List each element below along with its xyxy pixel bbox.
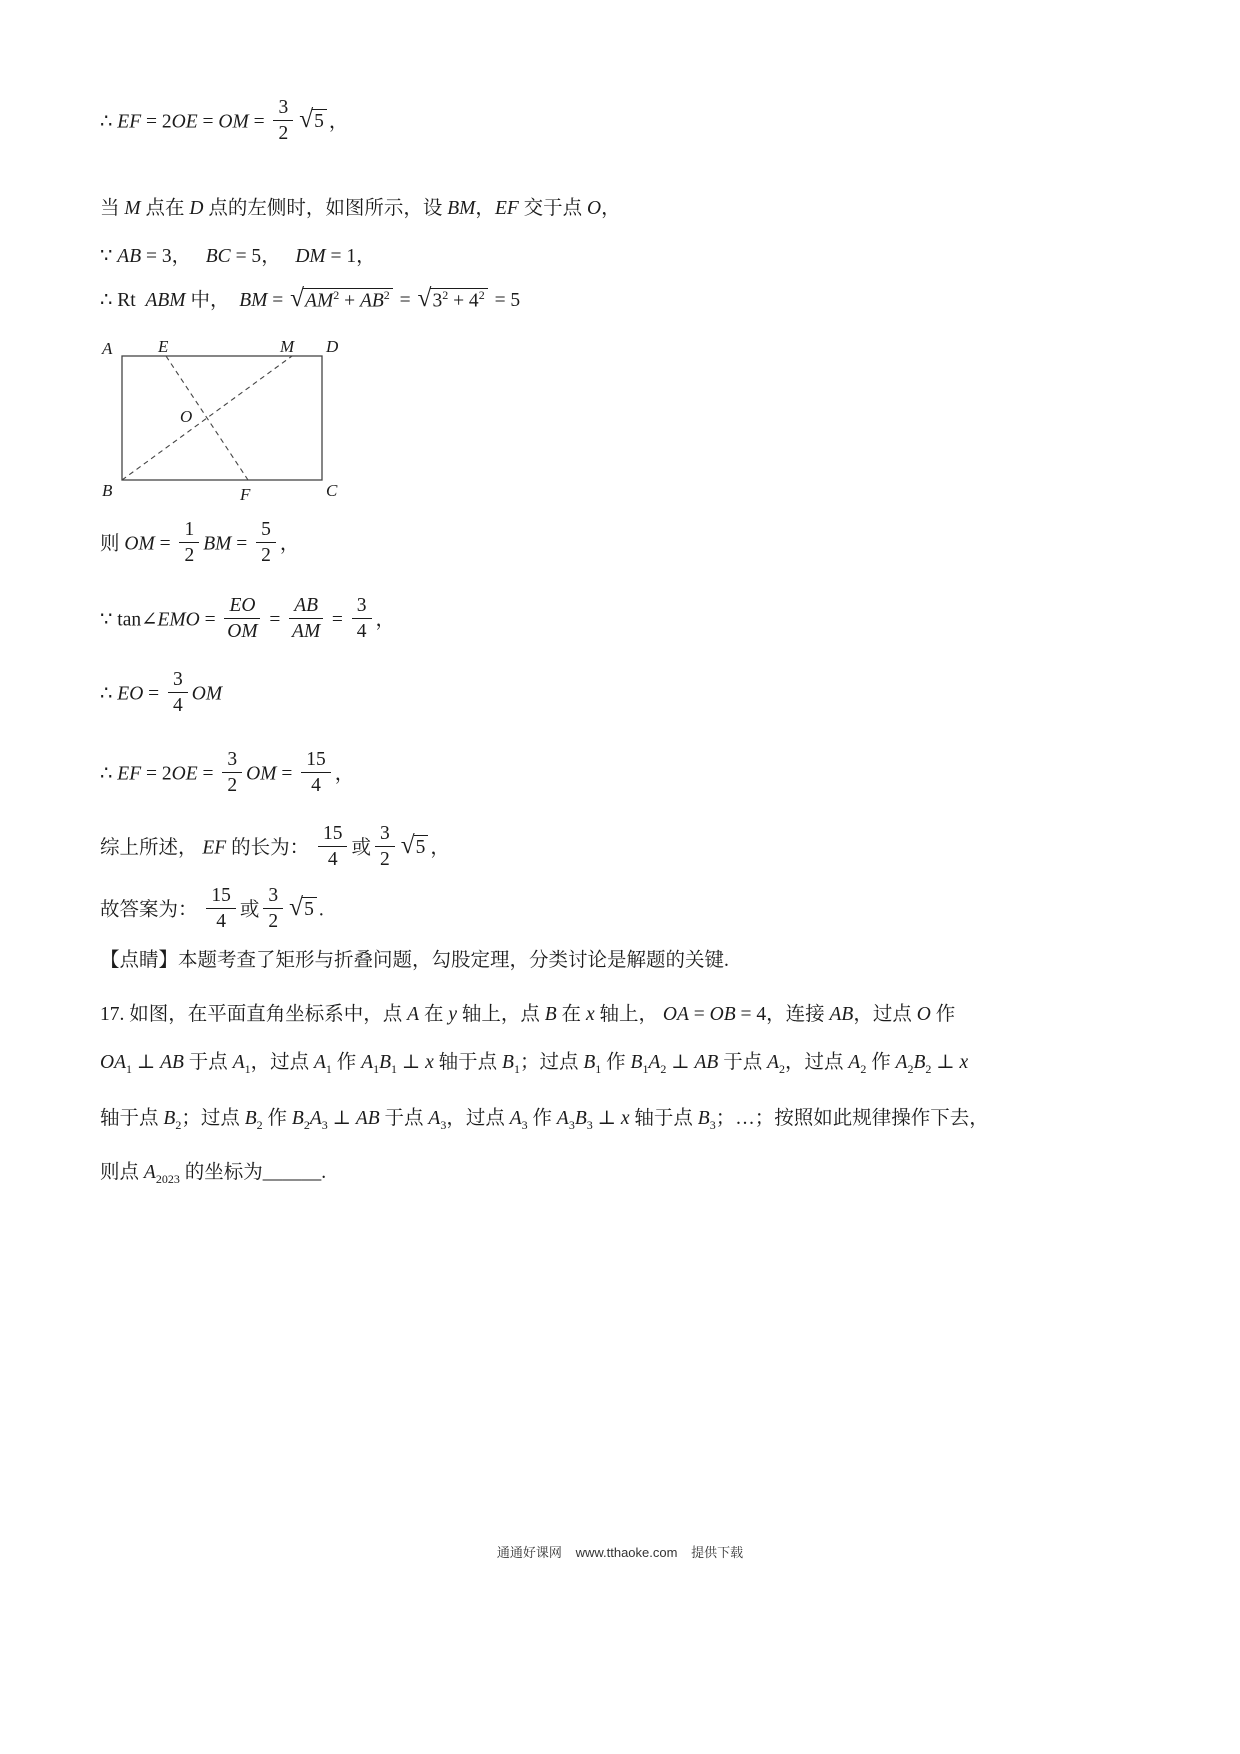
math-variable: AB	[355, 1108, 380, 1129]
math-variable: AB	[117, 246, 142, 267]
question17-line-3	[100, 1106, 1170, 1132]
math-variable: BM	[447, 198, 476, 219]
math-operator: =	[231, 533, 253, 555]
subscript: 2	[925, 1061, 932, 1076]
superscript: 2	[478, 287, 485, 302]
math-operator: = 1	[325, 246, 357, 267]
math-operator: 5	[261, 519, 271, 540]
dashed-line-EF	[166, 356, 248, 480]
math-operator: 2	[261, 545, 271, 567]
subscript: 3	[521, 1117, 528, 1132]
fraction	[263, 884, 283, 934]
footer-site-name: 通通好课网	[496, 1545, 562, 1560]
fraction-numerator	[179, 518, 199, 543]
math-variable: A	[848, 1052, 861, 1073]
text-run: ∵	[100, 246, 118, 267]
question17-line-1	[100, 1002, 1170, 1028]
math-variable: OE	[171, 111, 198, 133]
subscript: 1	[325, 1061, 332, 1076]
text-run: ∴	[100, 763, 118, 785]
math-operator: 5	[415, 837, 426, 859]
math-operator: =	[264, 609, 286, 631]
radical	[289, 893, 317, 922]
subscript: 3	[440, 1117, 447, 1132]
text-run: 点的左侧时，如图所示，设	[203, 198, 448, 219]
text-run: ，	[279, 533, 300, 555]
math-variable: EO	[117, 683, 144, 705]
fraction-denominator	[216, 909, 226, 933]
math-variable: A	[509, 1108, 522, 1129]
math-operator: =	[276, 763, 298, 785]
math-operator: 5	[304, 899, 314, 921]
math-operator: 3	[173, 669, 183, 690]
fraction-numerator	[222, 748, 242, 773]
math-variable: OM	[218, 111, 249, 133]
math-variable: x	[620, 1108, 630, 1129]
math-operator: 2	[268, 911, 279, 933]
text-run: ；过点	[181, 1108, 245, 1129]
math-operator: 3	[380, 823, 390, 844]
text-run: ，	[375, 609, 396, 631]
subscript: 2	[175, 1117, 182, 1132]
radical	[400, 831, 429, 860]
math-variable: OA	[100, 1052, 126, 1073]
formula-line-pythagorean	[100, 283, 1170, 314]
math-operator: ，	[475, 198, 495, 219]
text-run: ∴	[100, 290, 118, 311]
point-label-E: E	[158, 338, 169, 356]
formula-line-ef-sqrt-result	[100, 98, 1170, 148]
math-variable: EF	[494, 198, 519, 219]
subscript: 1	[126, 1061, 132, 1076]
point-label-F: F	[240, 485, 251, 504]
text-run: 轴于点	[100, 1108, 164, 1129]
text-run: 轴上，点	[456, 1004, 545, 1025]
math-operator: = 2	[141, 763, 172, 785]
fraction-denominator	[380, 847, 390, 871]
fraction-numerator	[206, 884, 236, 909]
figure-svg	[100, 338, 372, 510]
fraction	[318, 822, 348, 872]
math-operator: 3	[268, 885, 279, 906]
math-variable: A	[314, 1052, 326, 1073]
subscript: 2	[907, 1061, 914, 1076]
geometry-figure	[100, 338, 372, 515]
radical-sign-icon: √	[400, 831, 415, 860]
fraction-denominator	[173, 693, 183, 717]
vertex-label-B: B	[102, 481, 113, 500]
math-operator: = 5	[230, 246, 262, 267]
text-run: ，连接	[766, 1004, 830, 1025]
text-run: ，	[171, 246, 206, 267]
math-variable: ABM	[145, 290, 186, 311]
fraction	[256, 518, 276, 568]
text-run: ，	[334, 763, 355, 785]
subscript: 3	[709, 1117, 716, 1132]
radical-sign-icon: √	[289, 893, 304, 922]
text-line-final-answer	[100, 886, 1170, 936]
math-variable: EMO	[157, 609, 200, 631]
text-run: 作	[331, 1052, 362, 1073]
text-run: 当	[100, 198, 125, 219]
rectangle-ABCD	[122, 356, 322, 480]
radical	[290, 283, 393, 313]
math-variable: OA	[662, 1004, 689, 1025]
text-line-key-point-note	[100, 948, 1170, 974]
subscript: 2	[303, 1117, 310, 1132]
subscript: 1	[391, 1061, 398, 1076]
fraction-denominator	[278, 121, 288, 145]
fraction-numerator	[352, 594, 372, 619]
text-run: ，过点	[785, 1052, 849, 1073]
math-operator: 15	[306, 749, 326, 770]
fraction	[273, 96, 293, 146]
formula-line-om-half-bm	[100, 520, 1170, 570]
text-run: 或	[239, 899, 260, 921]
fraction	[301, 748, 331, 798]
math-variable: BM	[203, 533, 232, 555]
math-operator: 2	[278, 123, 289, 145]
footer-url: www.tthaoke.com	[575, 1545, 678, 1560]
math-operator: 3	[227, 749, 238, 770]
math-variable: EO	[229, 595, 256, 616]
math-operator: ⊥	[666, 1052, 695, 1073]
formula-line-given-values	[100, 244, 1170, 270]
fraction	[352, 594, 372, 644]
fraction	[179, 518, 199, 568]
text-run: ，过点	[250, 1052, 314, 1073]
math-variable: AB	[694, 1052, 719, 1073]
math-operator: =	[267, 290, 289, 311]
math-operator: 15	[211, 885, 231, 906]
text-run: 在	[556, 1004, 586, 1025]
text-line-summary	[100, 824, 1170, 874]
math-variable: OM	[227, 621, 258, 643]
math-variable: OE	[171, 763, 198, 785]
math-variable: B	[913, 1052, 926, 1073]
text-run: ，过点	[446, 1108, 510, 1129]
math-operator: 4	[327, 849, 338, 871]
fraction-denominator	[357, 619, 367, 643]
math-operator: 4	[311, 775, 321, 797]
math-variable: B	[544, 1004, 557, 1025]
radical	[299, 105, 327, 134]
math-variable: x	[959, 1052, 969, 1073]
math-variable: DM	[295, 246, 326, 267]
math-operator: =	[688, 1004, 710, 1025]
text-run: 交于点	[518, 198, 588, 219]
math-operator: tan∠	[117, 609, 158, 631]
math-operator: ⊥	[327, 1108, 356, 1129]
formula-line-ef-fifteen-quarters	[100, 750, 1170, 800]
math-operator: 3	[356, 595, 367, 616]
text-run: ，	[261, 246, 296, 267]
subscript: 1	[513, 1061, 520, 1076]
math-operator: 4	[356, 621, 367, 643]
math-variable: B	[502, 1052, 514, 1073]
math-variable: B	[163, 1108, 176, 1129]
fraction-numerator	[168, 668, 188, 693]
fraction	[224, 594, 260, 644]
math-variable: AM	[305, 290, 334, 312]
math-variable: B	[697, 1108, 710, 1129]
subscript: 3	[586, 1117, 593, 1132]
math-variable: A	[361, 1052, 374, 1073]
radicand	[303, 288, 393, 313]
text-run: ∴	[100, 683, 118, 705]
text-run: ；…；按照如此规律操作下去，	[715, 1108, 989, 1129]
fraction-numerator	[301, 748, 331, 773]
math-variable: A	[648, 1052, 661, 1073]
text-run: 【点睛】本题考查了矩形与折叠问题，勾股定理，分类讨论是解题的关键.	[100, 950, 729, 971]
radical-sign-icon: √	[290, 283, 305, 312]
text-run: 于点	[183, 1052, 233, 1073]
math-variable: A	[407, 1004, 420, 1025]
fraction-numerator	[273, 96, 293, 121]
math-variable: B	[379, 1052, 392, 1073]
radical-sign-icon: √	[417, 283, 432, 312]
math-operator: = 4	[735, 1004, 767, 1025]
math-variable: BM	[239, 290, 268, 311]
math-variable: B	[583, 1052, 596, 1073]
math-operator: =	[197, 763, 219, 785]
superscript: 2	[333, 287, 340, 302]
text-run: 于点	[718, 1052, 768, 1073]
fraction-numerator	[263, 884, 283, 909]
text-run: ，	[430, 837, 450, 859]
text-run: 在	[419, 1004, 449, 1025]
text-run: ∴	[100, 111, 118, 133]
math-operator: =	[154, 533, 176, 555]
subscript: 2	[860, 1061, 867, 1076]
math-variable: OB	[709, 1004, 736, 1025]
math-variable: B	[630, 1052, 643, 1073]
math-operator: + 4	[448, 290, 479, 312]
fraction-denominator	[328, 847, 338, 871]
math-variable: O	[587, 198, 602, 219]
text-run: 作	[930, 1004, 956, 1025]
text-run: 综上所述，	[100, 837, 203, 859]
text-run: ，	[601, 198, 621, 219]
footer-suffix: 提供下载	[691, 1545, 744, 1560]
math-operator: ⊥	[931, 1052, 960, 1073]
text-run: 轴于点	[433, 1052, 503, 1073]
text-run: 作	[866, 1052, 896, 1073]
formula-line-eo-three-quarters-om	[100, 670, 1170, 720]
math-operator: =	[394, 290, 416, 311]
text-run: 作	[262, 1108, 292, 1129]
math-variable: A	[232, 1052, 245, 1073]
subscript: 3	[321, 1117, 328, 1132]
math-variable: OM	[246, 763, 277, 785]
math-variable: EF	[202, 837, 227, 859]
text-run: 故答案为：	[100, 899, 203, 921]
text-run: 则点	[100, 1162, 144, 1183]
text-run: ∵	[100, 609, 118, 631]
radicand	[414, 835, 429, 859]
math-operator: = 5	[489, 290, 521, 311]
text-run: ；过点	[519, 1052, 584, 1073]
fraction	[289, 594, 323, 644]
superscript: 2	[383, 287, 390, 302]
fraction	[222, 748, 242, 798]
math-operator: 1	[184, 519, 195, 540]
math-operator: = 3	[141, 246, 172, 267]
text-run: .	[318, 899, 324, 921]
text-run: 于点	[379, 1108, 429, 1129]
math-variable: A	[767, 1052, 779, 1073]
fraction-denominator	[311, 773, 321, 797]
fraction-numerator	[289, 594, 323, 619]
math-variable: A	[556, 1108, 569, 1129]
text-run: ，	[328, 111, 349, 133]
text-run: 的长为：	[226, 837, 314, 859]
text-run: ，过点	[853, 1004, 917, 1025]
radical-sign-icon: √	[299, 105, 314, 134]
math-operator: ⊥	[592, 1108, 621, 1129]
fraction-denominator	[292, 619, 320, 643]
math-variable: x	[585, 1004, 595, 1025]
math-variable: M	[124, 198, 141, 219]
page-footer	[0, 1542, 1240, 1561]
math-variable: A	[895, 1052, 908, 1073]
text-run: 或	[351, 837, 371, 859]
point-label-M: M	[280, 338, 295, 356]
text-run: 的坐标为______.	[179, 1162, 327, 1183]
math-operator: 15	[322, 823, 343, 844]
math-operator: 4	[173, 695, 183, 717]
math-operator: 3	[432, 290, 443, 312]
math-variable: AB	[294, 595, 319, 616]
text-run: 则	[100, 533, 125, 555]
math-variable: OM	[124, 533, 155, 555]
vertex-label-D: D	[326, 338, 339, 356]
subscript: 3	[568, 1117, 575, 1132]
fraction	[206, 884, 236, 934]
math-variable: BC	[205, 246, 231, 267]
fraction-denominator	[261, 543, 271, 567]
math-operator: 3	[278, 97, 289, 118]
math-operator: = 2	[141, 111, 172, 133]
point-label-O: O	[180, 407, 193, 426]
math-operator: =	[327, 609, 348, 631]
math-variable: AB	[160, 1052, 184, 1073]
text-run: 17. 如图，在平面直角坐标系中，点	[100, 1004, 408, 1025]
radical	[417, 283, 488, 313]
text-run: 中，	[185, 290, 240, 311]
superscript: 2	[442, 287, 449, 302]
vertex-label-C: C	[326, 481, 338, 500]
math-operator: ⊥	[397, 1052, 426, 1073]
math-variable: AB	[829, 1004, 854, 1025]
subscript: 1	[642, 1061, 649, 1076]
subscript: 2	[256, 1117, 263, 1132]
math-operator: Rt	[117, 290, 146, 311]
fraction-denominator	[268, 909, 278, 933]
vertex-label-A: A	[102, 339, 113, 358]
text-run: ，	[356, 246, 376, 267]
formula-line-tan-emo	[100, 596, 1170, 646]
text-line-case-m-left-of-d	[100, 196, 1170, 222]
fraction-denominator	[227, 773, 237, 797]
fraction	[168, 668, 188, 718]
fraction-denominator	[227, 619, 257, 643]
math-operator: ⊥	[132, 1052, 161, 1073]
math-operator: 4	[216, 911, 227, 933]
math-operator: =	[199, 609, 221, 631]
fraction-numerator	[224, 594, 260, 619]
subscript: 2	[660, 1061, 667, 1076]
fraction-numerator	[318, 822, 348, 847]
math-variable: x	[425, 1052, 434, 1073]
text-run: 点在	[140, 198, 190, 219]
math-variable: D	[189, 198, 204, 219]
math-variable: B	[574, 1108, 587, 1129]
math-variable: y	[448, 1004, 457, 1025]
math-operator: =	[143, 683, 165, 705]
math-operator: 2	[227, 775, 238, 797]
subscript: 1	[244, 1061, 251, 1076]
math-operator: 2	[184, 545, 195, 567]
text-run: 作	[527, 1108, 557, 1129]
math-variable: A	[143, 1162, 156, 1183]
text-run: 轴于点	[629, 1108, 698, 1129]
math-variable: OM	[191, 683, 223, 705]
text-run: 作	[601, 1052, 631, 1073]
text-run: 轴上，	[594, 1004, 663, 1025]
subscript: 2023	[155, 1171, 180, 1186]
math-operator: 2	[380, 849, 390, 871]
math-operator: 5	[314, 111, 324, 133]
question17-line-4	[100, 1160, 1170, 1186]
fraction-numerator	[375, 822, 395, 847]
math-variable: B	[244, 1108, 257, 1129]
question17-line-2	[100, 1050, 1170, 1076]
math-operator: =	[248, 111, 270, 133]
math-variable: EF	[117, 111, 142, 133]
subscript: 2	[779, 1061, 785, 1076]
fraction-denominator	[184, 543, 194, 567]
radicand	[312, 109, 327, 133]
math-variable: A	[309, 1108, 322, 1129]
radicand	[302, 897, 317, 921]
math-variable: AM	[292, 621, 321, 643]
math-operator: +	[339, 290, 360, 312]
fraction	[375, 822, 395, 872]
radicand	[430, 288, 487, 313]
math-operator: =	[197, 111, 219, 133]
math-variable: B	[291, 1108, 304, 1129]
subscript: 1	[595, 1061, 602, 1076]
subscript: 1	[373, 1061, 380, 1076]
math-variable: AB	[359, 290, 384, 312]
math-variable: EF	[117, 763, 142, 785]
math-variable: A	[428, 1108, 441, 1129]
fraction-numerator	[256, 518, 276, 543]
math-variable: O	[916, 1004, 931, 1025]
